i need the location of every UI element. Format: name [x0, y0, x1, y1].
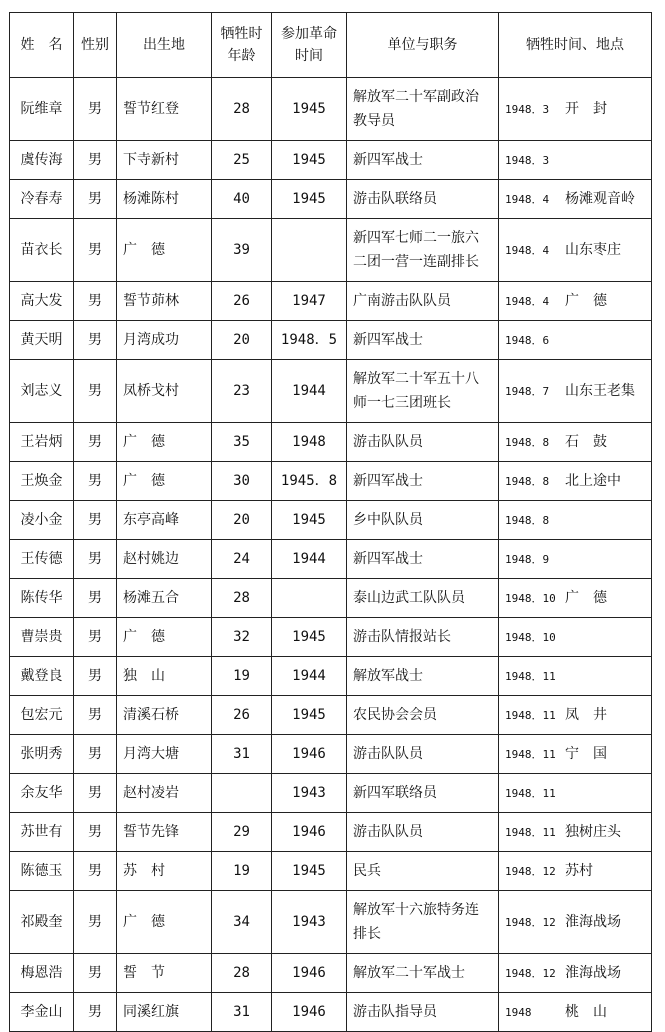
death-place: 独树庄头 — [565, 823, 621, 840]
cell-name: 张明秀 — [10, 735, 74, 774]
table-row — [10, 141, 652, 180]
cell-birthplace: 下寺新村 — [117, 141, 212, 180]
cell-death — [499, 891, 652, 954]
cell-gender: 男 — [74, 735, 117, 774]
cell-joined: 1946 — [272, 735, 347, 774]
cell-birthplace: 清溪石桥 — [117, 696, 212, 735]
cell-birthplace: 杨滩五合 — [117, 579, 212, 618]
cell-death — [499, 462, 652, 501]
header-unit: 单位与职务 — [347, 13, 499, 78]
death-place: 山东枣庄 — [565, 241, 621, 258]
death-date: 1948．4 — [505, 192, 550, 206]
death-date: 1948．3 — [505, 153, 550, 167]
cell-gender: 男 — [74, 540, 117, 579]
death-date: 1948．12 — [505, 966, 556, 980]
cell-unit: 游击队指导员 — [347, 993, 499, 1032]
cell-unit: 游击队队员 — [347, 423, 499, 462]
cell-unit: 新四军战士 — [347, 321, 499, 360]
cell-death — [499, 852, 652, 891]
table-row — [10, 360, 652, 423]
cell-age: 39 — [212, 219, 272, 282]
cell-name: 王传德 — [10, 540, 74, 579]
cell-age: 35 — [212, 423, 272, 462]
header-row — [10, 13, 652, 78]
cell-unit: 游击队队员 — [347, 813, 499, 852]
cell-joined: 1945 — [272, 78, 347, 141]
death-date: 1948．8 — [505, 513, 550, 527]
cell-death — [499, 774, 652, 813]
cell-age: 31 — [212, 735, 272, 774]
cell-age: 19 — [212, 657, 272, 696]
cell-birthplace: 广 德 — [117, 618, 212, 657]
table-row — [10, 219, 652, 282]
cell-unit: 解放军二十军副政治教导员 — [347, 78, 499, 141]
death-date: 1948．4 — [505, 243, 550, 257]
cell-death — [499, 696, 652, 735]
cell-joined: 1943 — [272, 774, 347, 813]
cell-birthplace: 月湾大塘 — [117, 735, 212, 774]
cell-birthplace: 同溪红旗 — [117, 993, 212, 1032]
cell-name: 冷春寿 — [10, 180, 74, 219]
cell-death — [499, 360, 652, 423]
cell-age: 28 — [212, 78, 272, 141]
cell-birthplace: 赵村凌岩 — [117, 774, 212, 813]
death-place: 淮海战场 — [565, 964, 621, 981]
cell-gender: 男 — [74, 891, 117, 954]
cell-gender: 男 — [74, 696, 117, 735]
cell-death — [499, 993, 652, 1032]
cell-age: 30 — [212, 462, 272, 501]
cell-joined — [272, 579, 347, 618]
table-row — [10, 282, 652, 321]
cell-birthplace: 广 德 — [117, 462, 212, 501]
death-date: 1948．11 — [505, 669, 556, 683]
table-row — [10, 540, 652, 579]
roster-body — [10, 78, 652, 1032]
death-date: 1948．10 — [505, 591, 556, 605]
cell-joined: 1945 — [272, 180, 347, 219]
cell-unit: 解放军战士 — [347, 657, 499, 696]
cell-joined: 1945．8 — [272, 462, 347, 501]
cell-gender: 男 — [74, 579, 117, 618]
cell-gender: 男 — [74, 78, 117, 141]
cell-name: 陈德玉 — [10, 852, 74, 891]
cell-age: 34 — [212, 891, 272, 954]
cell-unit: 民兵 — [347, 852, 499, 891]
header-joined — [272, 13, 347, 78]
cell-name: 虞传海 — [10, 141, 74, 180]
table-row — [10, 954, 652, 993]
header-age — [212, 13, 272, 78]
table-row — [10, 180, 652, 219]
table-row — [10, 501, 652, 540]
cell-joined: 1946 — [272, 813, 347, 852]
cell-birthplace: 杨滩陈村 — [117, 180, 212, 219]
header-joined-line1: 参加革命 — [281, 26, 337, 42]
cell-joined: 1943 — [272, 891, 347, 954]
cell-joined: 1945 — [272, 696, 347, 735]
cell-unit: 新四军战士 — [347, 141, 499, 180]
cell-name: 曹崇贵 — [10, 618, 74, 657]
cell-unit: 泰山边武工队队员 — [347, 579, 499, 618]
cell-age: 19 — [212, 852, 272, 891]
cell-gender: 男 — [74, 219, 117, 282]
cell-death — [499, 423, 652, 462]
cell-joined: 1945 — [272, 141, 347, 180]
cell-joined: 1946 — [272, 993, 347, 1032]
cell-name: 梅恩浩 — [10, 954, 74, 993]
cell-name: 陈传华 — [10, 579, 74, 618]
cell-death — [499, 78, 652, 141]
cell-unit: 广南游击队队员 — [347, 282, 499, 321]
cell-death — [499, 501, 652, 540]
cell-name: 余友华 — [10, 774, 74, 813]
cell-age: 20 — [212, 321, 272, 360]
cell-age: 28 — [212, 954, 272, 993]
cell-name: 李金山 — [10, 993, 74, 1032]
cell-gender: 男 — [74, 618, 117, 657]
cell-joined: 1944 — [272, 360, 347, 423]
cell-age: 29 — [212, 813, 272, 852]
cell-unit: 新四军战士 — [347, 540, 499, 579]
cell-age: 24 — [212, 540, 272, 579]
cell-birthplace: 赵村姚边 — [117, 540, 212, 579]
cell-death — [499, 321, 652, 360]
cell-birthplace: 誓节红登 — [117, 78, 212, 141]
cell-unit: 游击队联络员 — [347, 180, 499, 219]
cell-name: 王岩炳 — [10, 423, 74, 462]
death-date: 1948．6 — [505, 333, 550, 347]
cell-birthplace: 广 德 — [117, 219, 212, 282]
cell-name: 苏世有 — [10, 813, 74, 852]
cell-name: 黄天明 — [10, 321, 74, 360]
cell-joined: 1948．5 — [272, 321, 347, 360]
header-age-line1: 牺牲时 — [220, 26, 263, 42]
table-row — [10, 423, 652, 462]
death-date: 1948．4 — [505, 294, 550, 308]
cell-age: 20 — [212, 501, 272, 540]
cell-birthplace: 苏 村 — [117, 852, 212, 891]
header-joined-line2: 时间 — [295, 48, 323, 64]
cell-death — [499, 813, 652, 852]
header-name: 姓 名 — [10, 13, 74, 78]
cell-unit: 新四军七师二一旅六二团一营一连副排长 — [347, 219, 499, 282]
cell-name: 祁殿奎 — [10, 891, 74, 954]
death-date: 1948．11 — [505, 786, 556, 800]
death-place: 广 德 — [565, 589, 607, 606]
death-place: 宁 国 — [565, 745, 607, 762]
cell-age: 25 — [212, 141, 272, 180]
death-date: 1948．12 — [505, 915, 556, 929]
death-date: 1948．9 — [505, 552, 550, 566]
cell-death — [499, 657, 652, 696]
cell-death — [499, 618, 652, 657]
cell-gender: 男 — [74, 321, 117, 360]
header-birthplace: 出生地 — [117, 13, 212, 78]
death-date: 1948．10 — [505, 630, 556, 644]
table-row — [10, 78, 652, 141]
death-date: 1948．3 — [505, 102, 550, 116]
death-date: 1948．11 — [505, 825, 556, 839]
cell-name: 包宏元 — [10, 696, 74, 735]
cell-gender: 男 — [74, 813, 117, 852]
cell-unit: 解放军二十军战士 — [347, 954, 499, 993]
death-place: 桃 山 — [565, 1003, 607, 1020]
cell-gender: 男 — [74, 141, 117, 180]
death-place: 石 鼓 — [565, 433, 607, 450]
death-date: 1948．12 — [505, 864, 556, 878]
cell-gender: 男 — [74, 501, 117, 540]
cell-birthplace: 誓节先锋 — [117, 813, 212, 852]
cell-birthplace: 东亭高峰 — [117, 501, 212, 540]
cell-gender: 男 — [74, 852, 117, 891]
cell-age: 26 — [212, 282, 272, 321]
cell-gender: 男 — [74, 282, 117, 321]
cell-birthplace: 誓节茆林 — [117, 282, 212, 321]
cell-name: 凌小金 — [10, 501, 74, 540]
cell-gender: 男 — [74, 657, 117, 696]
cell-age: 26 — [212, 696, 272, 735]
death-place: 淮海战场 — [565, 913, 621, 930]
death-date: 1948．7 — [505, 384, 550, 398]
cell-name: 戴登良 — [10, 657, 74, 696]
cell-joined: 1945 — [272, 852, 347, 891]
cell-joined: 1946 — [272, 954, 347, 993]
cell-unit: 游击队队员 — [347, 735, 499, 774]
cell-birthplace: 月湾成功 — [117, 321, 212, 360]
cell-gender: 男 — [74, 954, 117, 993]
cell-joined: 1945 — [272, 501, 347, 540]
cell-death — [499, 141, 652, 180]
cell-name: 王焕金 — [10, 462, 74, 501]
cell-birthplace: 誓 节 — [117, 954, 212, 993]
cell-unit: 乡中队队员 — [347, 501, 499, 540]
cell-age: 31 — [212, 993, 272, 1032]
cell-joined: 1944 — [272, 540, 347, 579]
death-date: 1948．11 — [505, 747, 556, 761]
cell-unit: 解放军二十军五十八师一七三团班长 — [347, 360, 499, 423]
cell-gender: 男 — [74, 360, 117, 423]
death-place: 开 封 — [565, 100, 607, 117]
cell-age: 23 — [212, 360, 272, 423]
death-date: 1948．8 — [505, 435, 550, 449]
death-place: 山东王老集 — [565, 382, 635, 399]
death-date: 1948 — [505, 1005, 532, 1019]
cell-death — [499, 540, 652, 579]
header-gender: 性别 — [74, 13, 117, 78]
cell-death — [499, 180, 652, 219]
cell-gender: 男 — [74, 462, 117, 501]
cell-name: 阮维章 — [10, 78, 74, 141]
table-row — [10, 462, 652, 501]
table-row — [10, 579, 652, 618]
cell-unit: 解放军十六旅特务连排长 — [347, 891, 499, 954]
cell-birthplace: 广 德 — [117, 423, 212, 462]
cell-death — [499, 735, 652, 774]
cell-joined: 1945 — [272, 618, 347, 657]
cell-unit: 新四军联络员 — [347, 774, 499, 813]
death-date: 1948．11 — [505, 708, 556, 722]
table-row — [10, 774, 652, 813]
cell-age: 40 — [212, 180, 272, 219]
cell-joined: 1948 — [272, 423, 347, 462]
cell-name: 刘志义 — [10, 360, 74, 423]
death-place: 苏村 — [565, 862, 593, 879]
cell-gender: 男 — [74, 774, 117, 813]
table-row — [10, 993, 652, 1032]
cell-death — [499, 282, 652, 321]
cell-death — [499, 219, 652, 282]
table-row — [10, 813, 652, 852]
death-place: 广 德 — [565, 292, 607, 309]
cell-name: 苗衣长 — [10, 219, 74, 282]
table-row — [10, 657, 652, 696]
cell-death — [499, 579, 652, 618]
cell-age: 32 — [212, 618, 272, 657]
cell-birthplace: 独 山 — [117, 657, 212, 696]
table-row — [10, 852, 652, 891]
table-row — [10, 891, 652, 954]
death-place: 杨滩观音岭 — [565, 190, 635, 207]
table-row — [10, 696, 652, 735]
header-death: 牺牲时间、地点 — [499, 13, 652, 78]
cell-name: 高大发 — [10, 282, 74, 321]
martyr-roster-table — [9, 12, 652, 1032]
cell-joined — [272, 219, 347, 282]
header-age-line2: 年龄 — [227, 48, 256, 64]
table-row — [10, 321, 652, 360]
death-place: 凤 井 — [565, 706, 607, 723]
cell-joined: 1944 — [272, 657, 347, 696]
cell-birthplace: 广 德 — [117, 891, 212, 954]
cell-joined: 1947 — [272, 282, 347, 321]
death-date: 1948．8 — [505, 474, 550, 488]
cell-age — [212, 774, 272, 813]
cell-gender: 男 — [74, 993, 117, 1032]
table-row — [10, 618, 652, 657]
cell-age: 28 — [212, 579, 272, 618]
cell-unit: 农民协会会员 — [347, 696, 499, 735]
cell-birthplace: 凤桥戈村 — [117, 360, 212, 423]
cell-unit: 新四军战士 — [347, 462, 499, 501]
cell-gender: 男 — [74, 180, 117, 219]
table-row — [10, 735, 652, 774]
death-place: 北上途中 — [565, 472, 621, 489]
cell-death — [499, 954, 652, 993]
cell-gender: 男 — [74, 423, 117, 462]
cell-unit: 游击队情报站长 — [347, 618, 499, 657]
